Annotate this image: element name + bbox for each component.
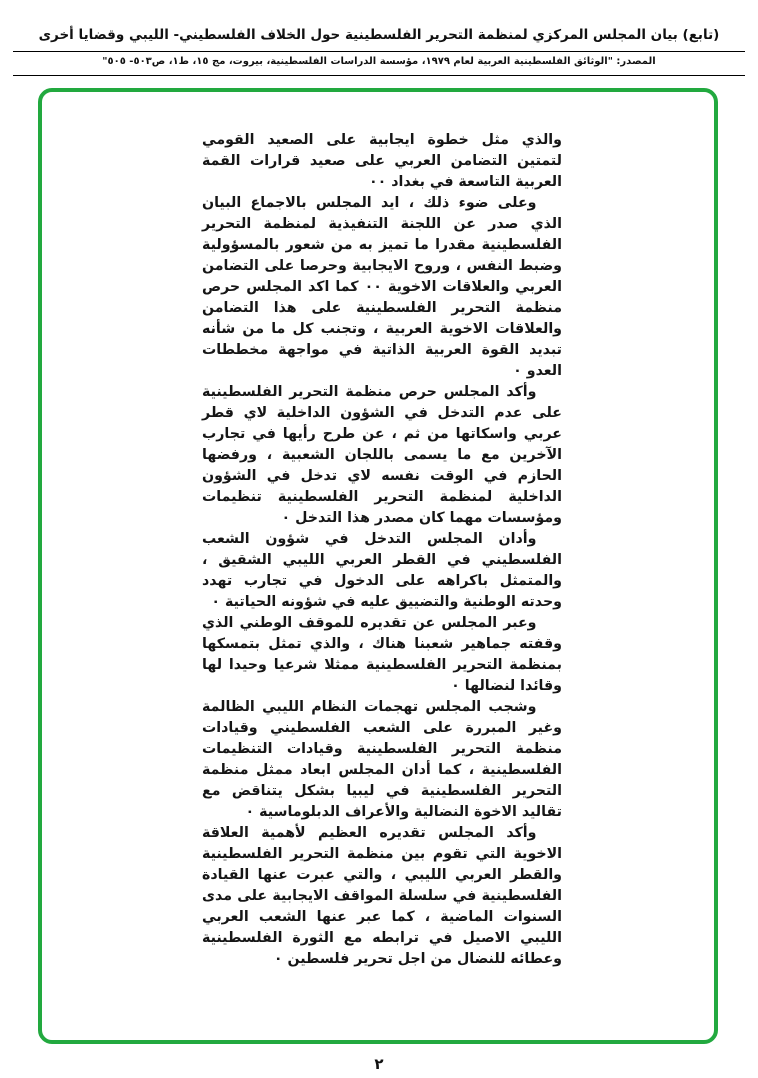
body-paragraph: وأدان المجلس التدخل في شؤون الشعب الفلسطيني في القطر العربي الليبي الشقيق ، والمتمثل باكراهه على الدخول في تجارب تهدد وحدته الوطنية والتضييق عليه في شؤونه الحياتية ٠	[202, 531, 562, 610]
body-paragraph: وعبر المجلس عن تقديره للموقف الوطني الذي وقفته جماهير شعبنا هناك ، والذي تمثل بتمسكها بمنظمة التحرير الفلسطينية ممثلا شرعيا وحيدا لها وقائدا لنضالها ٠	[202, 615, 562, 694]
body-text-column	[202, 130, 562, 970]
header-rule-top	[13, 51, 745, 52]
body-paragraph: وأكد المجلس حرص منظمة التحرير الفلسطينية على عدم التدخل في الشؤون الداخلية لاي قطر عربي واسكاتها من ثم ، عن طرح رأيها في تجارب الآخرين مع ما يسمى باللجان الشعبية ، ورفضها الحازم في الوقت نفسه لاي تدخل في الشؤون الداخلية لمنظمة التحرير الفلسطينية تنظيمات ومؤسسات مهما كان مصدر هذا التدخل ٠	[202, 384, 562, 526]
body-paragraph: والذي مثل خطوة ايجابية على الصعيد القومي لتمتين التضامن العربي على صعيد قرارات القمة العربية التاسعة في بغداد ٠٠	[202, 132, 562, 190]
page-number: ٢	[374, 1055, 384, 1073]
body-paragraph: وشجب المجلس تهجمات النظام الليبي الظالمة وغير المبررة على الشعب الفلسطيني وقيادات منظمة التحرير الفلسطينية وقيادات التنظيمات الفلسطينية ، كما أدان المجلس ابعاد ممثل منظمة التحرير الفلسطينية في ليبيا بشكل يتناقض مع تقاليد الاخوة النضالية والأعراف الدبلوماسية ٠	[202, 699, 562, 820]
source-line: المصدر: "الوثائق الفلسطينية العربية لعام ١٩٧٩، مؤسسة الدراسات الفلسطينية، بيروت، مج ١٥، ط١، ص٥٠٣- ٥٠٥"	[102, 56, 656, 67]
document-title: (تابع) بيان المجلس المركزي لمنظمة التحرير الفلسطينية حول الخلاف الفلسطيني- الليبي وقضايا أخرى	[38, 27, 720, 43]
body-paragraph: وعلى ضوء ذلك ، ايد المجلس بالاجماع البيان الذي صدر عن اللجنة التنفيذية لمنظمة التحرير الفلسطينية مقدرا ما تميز به من شعور بالمسؤولية وضبط النفس ، وروح الايجابية وحرصا على التضامن العربي والعلاقات الاخوية ٠٠ كما اكد المجلس حرص منظمة التحرير الفلسطينية على هذا التضامن والعلاقات الاخوية العربية ، وتجنب كل ما من شأنه تبديد القوة العربية الذاتية في مواجهة مخططات العدو ٠	[202, 195, 562, 379]
header-rule-bottom	[13, 75, 745, 76]
body-paragraph: وأكد المجلس تقديره العظيم لأهمية العلاقة الاخوية التي تقوم بين منظمة التحرير الفلسطينية والقطر العربي الليبي ، والتي عبرت عنها القيادة الفلسطينية في سلسلة المواقف الايجابية على مدى السنوات الماضية ، كما عبر عنها الشعب العربي الليبي الاصيل في ترابطه مع الثورة الفلسطينية وعطائه للنضال من اجل تحرير فلسطين ٠	[202, 825, 562, 967]
